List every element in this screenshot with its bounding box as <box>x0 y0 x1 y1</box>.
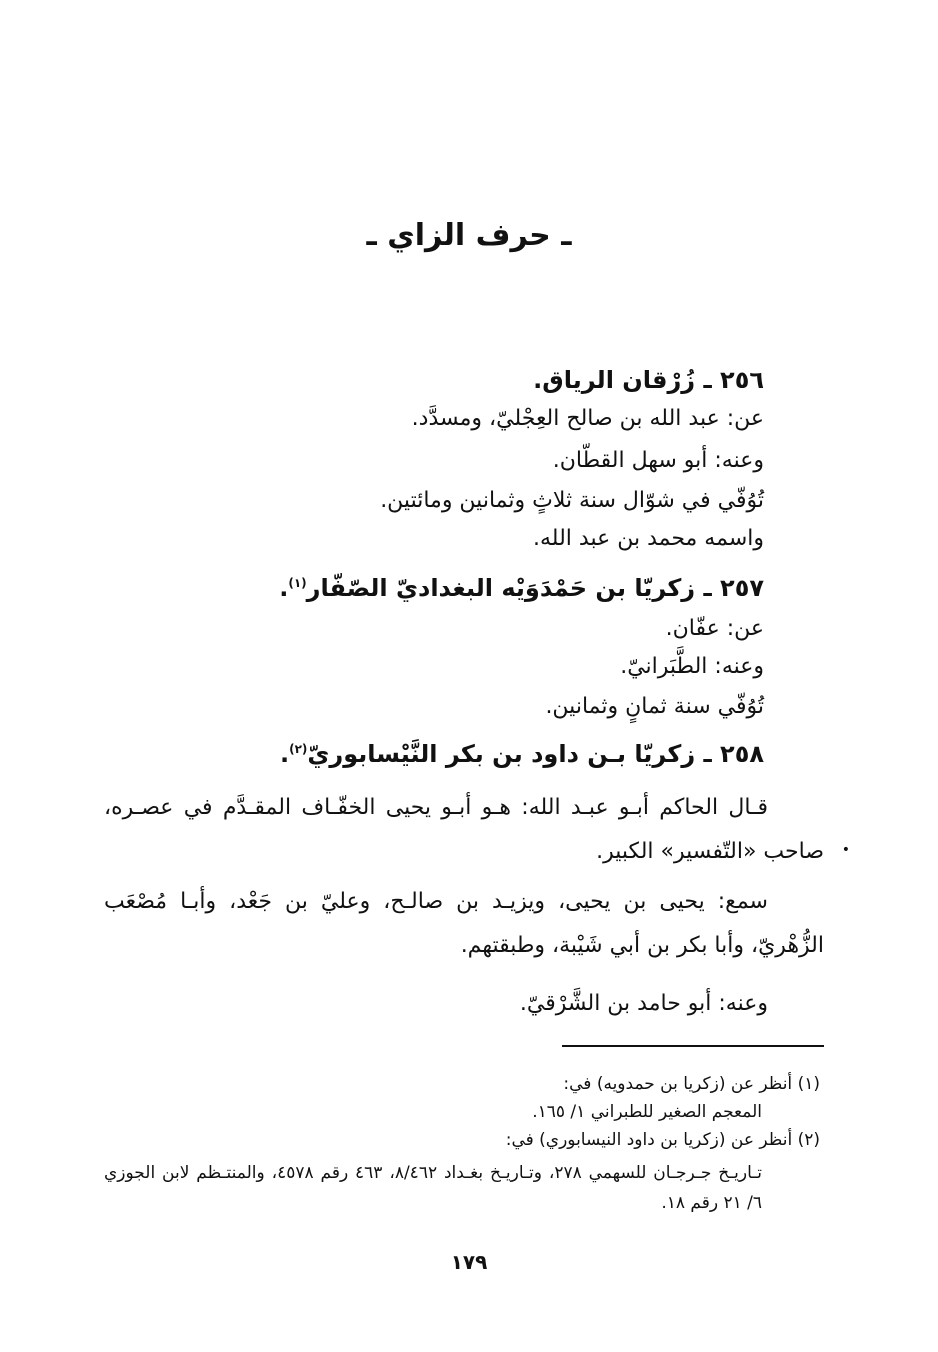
entry-258-paragraph: وعنه: أبو حامد بن الشَّرْقيّ. <box>519 991 768 1016</box>
footnote-1-source: المعجم الصغير للطبراني ١/ ١٦٥. <box>532 1102 762 1122</box>
entry-256-heading: ٢٥٦ ـ زُرْقان الرياق. <box>533 366 764 394</box>
entry-257-line: تُوُفّي سنة ثمانٍ وثمانين. <box>545 694 764 719</box>
entry-257-title: ٢٥٧ ـ زكريّا بن حَمْدَوَيْه البغداديّ الصّفّار <box>306 574 764 602</box>
footnote-ref-1: (١) <box>288 576 307 590</box>
footnote-2-sources: تـاريـخ جـرجـان للسهمي ٢٧٨، وتـاريـخ بغـداد ٨/٤٦٢، ٤٦٣ رقم ٤٥٧٨، والمنتـظم لابن الجوزي ٦/ ٢١ رقم ١٨. <box>104 1163 762 1213</box>
entry-256-line: واسمه محمد بن عبد الله. <box>533 526 764 551</box>
footnote-ref-2: (٢) <box>289 742 308 756</box>
footnote-label: (٢) <box>797 1130 820 1150</box>
entry-256-line: عن: عبد الله بن صالح العِجْليّ، ومسدَّد. <box>411 406 764 431</box>
page-number: ١٧٩ <box>450 1250 488 1274</box>
entry-257-tail: . <box>279 574 289 602</box>
footnote-2 <box>506 1130 820 1150</box>
footnote-text: أنظر عن (زكريا بن حمدويه) في: <box>563 1074 793 1094</box>
entry-257-line: وعنه: الطَّبَرانيّ. <box>620 654 764 679</box>
entry-256-line: تُوُفّي في شوّال سنة ثلاثٍ وثمانين ومائتين. <box>380 488 764 513</box>
entry-258-paragraph: سمع: يحيى بن يحيى، ويزيـد بن صالـح، وعليّ بن جَعْد، وأبـا مُصْعَب الزُّهْريّ، وأبا بكر بن أبي شَيْبة، وطبقتهم. <box>104 889 824 958</box>
entry-258-heading <box>280 740 764 768</box>
footnote-divider <box>562 1045 824 1047</box>
entry-257-heading <box>279 574 764 602</box>
section-heading: ـ حرف الزاي ـ <box>366 218 572 253</box>
entry-258-tail: . <box>279 740 290 768</box>
entry-258-paragraph: قـال الحاكم أبـو عبـد الله: هـو أبـو يحيى الخفّـاف المقـدَّم في عصـره، صاحب «التّفسير» الكبير. <box>104 795 824 864</box>
footnote-text: أنظر عن (زكريا بن داود النيسابوري) في: <box>505 1130 793 1150</box>
footnote-1 <box>563 1074 820 1094</box>
entry-258-title: ٢٥٨ ـ زكريّا بـن داود بن بكر النَّيْسابوريّ <box>307 740 764 768</box>
margin-mark: • <box>841 842 850 858</box>
entry-256-line: وعنه: أبو سهل القطّان. <box>552 448 764 473</box>
entry-257-line: عن: عفّان. <box>665 616 764 641</box>
footnote-label: (١) <box>797 1074 820 1094</box>
